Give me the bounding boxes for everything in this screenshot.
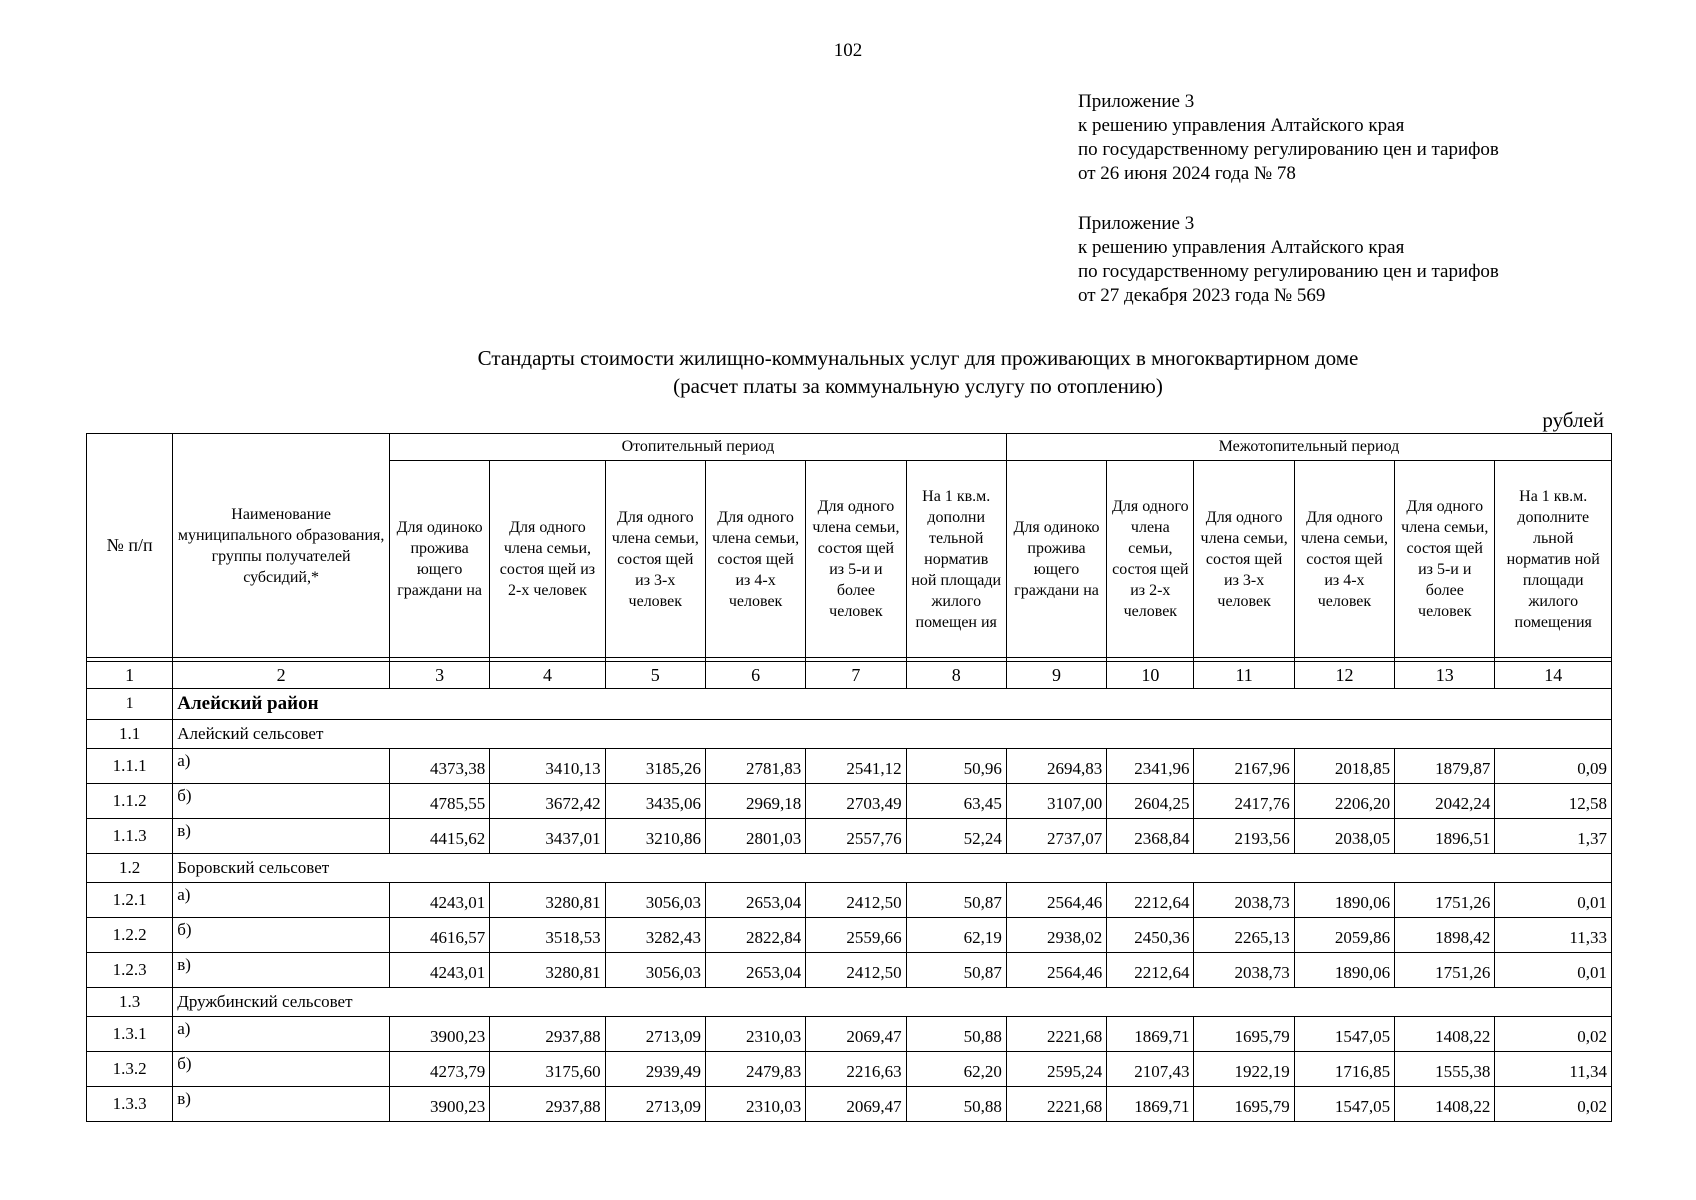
value-cell: 1890,06 (1294, 883, 1394, 918)
header-heating-col: Для одного члена семьи, состоя щей из 4-х человек (705, 461, 805, 658)
section-number: 1.2 (87, 854, 173, 883)
header-col-no: № п/п (87, 434, 173, 658)
value-cell: 2541,12 (806, 749, 906, 784)
value-cell: 4415,62 (389, 819, 489, 854)
appendix-line: по государственному регулированию цен и тарифов (1078, 261, 1499, 282)
column-number: 11 (1194, 662, 1294, 689)
value-cell: 4243,01 (389, 953, 489, 988)
value-cell: 3185,26 (605, 749, 705, 784)
value-cell: 2937,88 (490, 1087, 605, 1122)
value-cell: 2559,66 (806, 918, 906, 953)
column-number: 9 (1006, 662, 1106, 689)
column-number: 2 (173, 662, 390, 689)
appendix-line: от 26 июня 2024 года № 78 (1078, 163, 1296, 184)
header-group-heating: Отопительный период (389, 434, 1006, 461)
value-cell: 3410,13 (490, 749, 605, 784)
value-cell: 4243,01 (389, 883, 489, 918)
recipient-group: а) (173, 883, 390, 918)
value-cell: 1716,85 (1294, 1052, 1394, 1087)
value-cell: 1869,71 (1107, 1017, 1194, 1052)
value-cell: 1555,38 (1395, 1052, 1495, 1087)
value-cell: 0,09 (1495, 749, 1612, 784)
appendix-line: Приложение 3 (1078, 213, 1195, 234)
value-cell: 2368,84 (1107, 819, 1194, 854)
value-cell: 2038,05 (1294, 819, 1394, 854)
header-heating-col: Для одиноко прожива ющего граждани на (389, 461, 489, 658)
value-cell: 2216,63 (806, 1052, 906, 1087)
value-cell: 1898,42 (1395, 918, 1495, 953)
value-cell: 0,01 (1495, 953, 1612, 988)
row-number: 1.3.3 (87, 1087, 173, 1122)
value-cell: 2018,85 (1294, 749, 1394, 784)
value-cell: 2212,64 (1107, 953, 1194, 988)
value-cell: 63,45 (906, 784, 1006, 819)
row-number: 1.1.3 (87, 819, 173, 854)
recipient-group: а) (173, 749, 390, 784)
value-cell: 3900,23 (389, 1017, 489, 1052)
value-cell: 2341,96 (1107, 749, 1194, 784)
header-nonheating-col: Для одного члена семьи, состоя щей из 4-х человек (1294, 461, 1394, 658)
row-number: 1.2.2 (87, 918, 173, 953)
value-cell: 11,34 (1495, 1052, 1612, 1087)
value-cell: 1,37 (1495, 819, 1612, 854)
recipient-group: в) (173, 1087, 390, 1122)
value-cell: 2221,68 (1006, 1017, 1106, 1052)
value-cell: 0,01 (1495, 883, 1612, 918)
value-cell: 2265,13 (1194, 918, 1294, 953)
value-cell: 2595,24 (1006, 1052, 1106, 1087)
table-row (87, 1087, 1612, 1122)
value-cell: 62,20 (906, 1052, 1006, 1087)
header-nonheating-col: Для одного члена семьи, состоя щей из 3-х человек (1194, 461, 1294, 658)
recipient-group: б) (173, 784, 390, 819)
header-heating-col: Для одного члена семьи, состоя щей из 5-и и более человек (806, 461, 906, 658)
page-number: 102 (833, 40, 863, 61)
section-row (87, 988, 1612, 1017)
value-cell: 2310,03 (705, 1087, 805, 1122)
recipient-group: в) (173, 819, 390, 854)
recipient-group: а) (173, 1017, 390, 1052)
value-cell: 2412,50 (806, 883, 906, 918)
section-number: 1.3 (87, 988, 173, 1017)
value-cell: 2653,04 (705, 883, 805, 918)
row-number: 1.2.1 (87, 883, 173, 918)
header-nonheating-col: Для одного члена семьи, состоя щей из 5-и и более человек (1395, 461, 1495, 658)
value-cell: 1408,22 (1395, 1017, 1495, 1052)
value-cell: 2479,83 (705, 1052, 805, 1087)
recipient-group: в) (173, 953, 390, 988)
recipient-group: б) (173, 918, 390, 953)
appendix-line: от 27 декабря 2023 года № 569 (1078, 285, 1326, 306)
value-cell: 2694,83 (1006, 749, 1106, 784)
row-number: 1.3.2 (87, 1052, 173, 1087)
table-row (87, 784, 1612, 819)
header-heating-col: Для одного члена семьи, состоя щей из 3-х человек (605, 461, 705, 658)
value-cell: 3282,43 (605, 918, 705, 953)
value-cell: 1695,79 (1194, 1017, 1294, 1052)
value-cell: 2193,56 (1194, 819, 1294, 854)
value-cell: 2206,20 (1294, 784, 1394, 819)
value-cell: 1547,05 (1294, 1087, 1394, 1122)
column-number: 7 (806, 662, 906, 689)
value-cell: 1879,87 (1395, 749, 1495, 784)
table-row (87, 918, 1612, 953)
value-cell: 2557,76 (806, 819, 906, 854)
value-cell: 2450,36 (1107, 918, 1194, 953)
district-name: Алейский район (173, 689, 1612, 720)
value-cell: 2801,03 (705, 819, 805, 854)
value-cell: 2069,47 (806, 1017, 906, 1052)
column-number: 5 (605, 662, 705, 689)
section-name: Дружбинский сельсовет (173, 988, 1612, 1017)
title-line: (расчет платы за коммунальную услугу по отоплению) (673, 374, 1163, 398)
value-cell: 4373,38 (389, 749, 489, 784)
value-cell: 2713,09 (605, 1017, 705, 1052)
value-cell: 2703,49 (806, 784, 906, 819)
table-row (87, 953, 1612, 988)
value-cell: 0,02 (1495, 1017, 1612, 1052)
header-heating-col: Для одного члена семьи, состоя щей из 2-х человек (490, 461, 605, 658)
value-cell: 2822,84 (705, 918, 805, 953)
value-cell: 2937,88 (490, 1017, 605, 1052)
section-row (87, 720, 1612, 749)
column-number: 8 (906, 662, 1006, 689)
value-cell: 0,02 (1495, 1087, 1612, 1122)
value-cell: 3056,03 (605, 883, 705, 918)
value-cell: 2038,73 (1194, 883, 1294, 918)
value-cell: 2781,83 (705, 749, 805, 784)
document-title (0, 344, 1696, 400)
value-cell: 50,88 (906, 1087, 1006, 1122)
value-cell: 2653,04 (705, 953, 805, 988)
value-cell: 4616,57 (389, 918, 489, 953)
header-group-nonheating: Межотопительный период (1006, 434, 1611, 461)
column-number: 6 (705, 662, 805, 689)
row-number: 1.1.2 (87, 784, 173, 819)
appendix-line: Приложение 3 (1078, 91, 1195, 112)
header-heating-col: На 1 кв.м. дополни тельной норматив ной площади жилого помещен ия (906, 461, 1006, 658)
row-number: 1.3.1 (87, 1017, 173, 1052)
column-number: 1 (87, 662, 173, 689)
value-cell: 1890,06 (1294, 953, 1394, 988)
value-cell: 1869,71 (1107, 1087, 1194, 1122)
column-number: 3 (389, 662, 489, 689)
value-cell: 2107,43 (1107, 1052, 1194, 1087)
district-number: 1 (87, 689, 173, 720)
value-cell: 2969,18 (705, 784, 805, 819)
table-row (87, 819, 1612, 854)
column-number: 4 (490, 662, 605, 689)
value-cell: 2737,07 (1006, 819, 1106, 854)
value-cell: 1547,05 (1294, 1017, 1394, 1052)
value-cell: 2713,09 (605, 1087, 705, 1122)
table-row (87, 1017, 1612, 1052)
appendix-note-current (1078, 90, 1499, 186)
header-nonheating-col: Для одиноко прожива ющего граждани на (1006, 461, 1106, 658)
value-cell: 62,19 (906, 918, 1006, 953)
value-cell: 12,58 (1495, 784, 1612, 819)
table-row (87, 749, 1612, 784)
appendix-line: по государственному регулированию цен и тарифов (1078, 139, 1499, 160)
value-cell: 2939,49 (605, 1052, 705, 1087)
value-cell: 3280,81 (490, 953, 605, 988)
value-cell: 1751,26 (1395, 953, 1495, 988)
value-cell: 50,88 (906, 1017, 1006, 1052)
value-cell: 2310,03 (705, 1017, 805, 1052)
value-cell: 3518,53 (490, 918, 605, 953)
value-cell: 2069,47 (806, 1087, 906, 1122)
value-cell: 2564,46 (1006, 953, 1106, 988)
value-cell: 2412,50 (806, 953, 906, 988)
section-number: 1.1 (87, 720, 173, 749)
value-cell: 2059,86 (1294, 918, 1394, 953)
tariff-table (86, 433, 1612, 1122)
value-cell: 11,33 (1495, 918, 1612, 953)
value-cell: 1408,22 (1395, 1087, 1495, 1122)
value-cell: 4785,55 (389, 784, 489, 819)
value-cell: 2938,02 (1006, 918, 1106, 953)
value-cell: 2212,64 (1107, 883, 1194, 918)
appendix-note-previous (1078, 212, 1499, 308)
column-number: 10 (1107, 662, 1194, 689)
value-cell: 2564,46 (1006, 883, 1106, 918)
value-cell: 50,87 (906, 883, 1006, 918)
value-cell: 50,96 (906, 749, 1006, 784)
value-cell: 2604,25 (1107, 784, 1194, 819)
header-col-name: Наименование муниципального образования, группы получателей субсидий,* (173, 434, 390, 658)
value-cell: 3175,60 (490, 1052, 605, 1087)
value-cell: 1751,26 (1395, 883, 1495, 918)
section-name: Боровский сельсовет (173, 854, 1612, 883)
value-cell: 2221,68 (1006, 1087, 1106, 1122)
column-number: 14 (1495, 662, 1612, 689)
table-row (87, 883, 1612, 918)
section-name: Алейский сельсовет (173, 720, 1612, 749)
value-cell: 1695,79 (1194, 1087, 1294, 1122)
title-line: Стандарты стоимости жилищно-коммунальных услуг для проживающих в многоквартирном доме (477, 346, 1359, 370)
header-nonheating-col: На 1 кв.м. дополните льной норматив ной площади жилого помещения (1495, 461, 1612, 658)
value-cell: 2167,96 (1194, 749, 1294, 784)
appendix-line: к решению управления Алтайского края (1078, 237, 1405, 258)
column-number: 13 (1395, 662, 1495, 689)
row-number: 1.2.3 (87, 953, 173, 988)
value-cell: 3280,81 (490, 883, 605, 918)
value-cell: 3900,23 (389, 1087, 489, 1122)
units-label: рублей (1542, 408, 1604, 432)
value-cell: 2042,24 (1395, 784, 1495, 819)
row-number: 1.1.1 (87, 749, 173, 784)
value-cell: 4273,79 (389, 1052, 489, 1087)
column-number: 12 (1294, 662, 1394, 689)
value-cell: 3435,06 (605, 784, 705, 819)
value-cell: 3672,42 (490, 784, 605, 819)
value-cell: 3210,86 (605, 819, 705, 854)
value-cell: 3056,03 (605, 953, 705, 988)
table-row (87, 1052, 1612, 1087)
value-cell: 2038,73 (1194, 953, 1294, 988)
value-cell: 52,24 (906, 819, 1006, 854)
value-cell: 2417,76 (1194, 784, 1294, 819)
header-nonheating-col: Для одного члена семьи, состоя щей из 2-х человек (1107, 461, 1194, 658)
appendix-line: к решению управления Алтайского края (1078, 115, 1405, 136)
value-cell: 3437,01 (490, 819, 605, 854)
value-cell: 3107,00 (1006, 784, 1106, 819)
section-row (87, 854, 1612, 883)
value-cell: 50,87 (906, 953, 1006, 988)
value-cell: 1896,51 (1395, 819, 1495, 854)
value-cell: 1922,19 (1194, 1052, 1294, 1087)
recipient-group: б) (173, 1052, 390, 1087)
